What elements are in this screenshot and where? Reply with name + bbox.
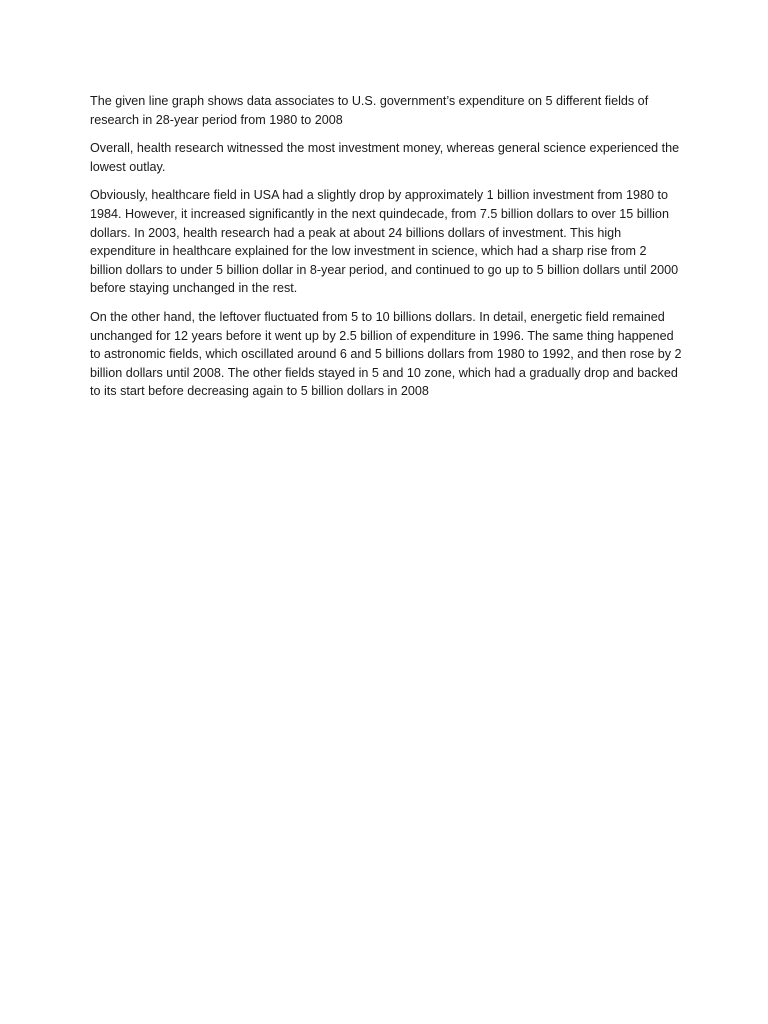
paragraph-other-fields: On the other hand, the leftover fluctuated from 5 to 10 billions dollars. In detail, energetic field remained unchanged for 12 years before it went up by 2.5 billion of expenditure in 1996. The same thing happened to astronomic fields, which oscillated around 6 and 5 billions dollars from 1980 to 1992, and then rose by 2 billion dollars until 2008. The other fields stayed in 5 and 10 zone, which had a gradually drop and backed to its start before decreasing again to 5 billion dollars in 2008 [90, 309, 682, 399]
paragraph-intro: The given line graph shows data associates to U.S. government’s expenditure on 5 different fields of research in 28-year period from 1980 to 2008 [90, 94, 649, 127]
paragraph-healthcare: Obviously, healthcare field in USA had a slightly drop by approximately 1 billion investment from 1980 to 1984. However, it increased significantly in the next quindecade, from 7.5 billion dollars to over 15 billion dollars. In 2003, health research had a peak at about 24 billions dollars of investment. This high expenditure in healthcare explained for the low investment in science, which had a sharp rise from 2 billion dollars to under 5 billion dollar in 8-year period, and continued to go up to 5 billion dollars until 2000 before staying unchanged in the rest. [90, 188, 679, 296]
document-body [90, 92, 682, 411]
paragraph-overview: Overall, health research witnessed the most investment money, whereas general science experienced the lowest outlay. [90, 141, 680, 174]
